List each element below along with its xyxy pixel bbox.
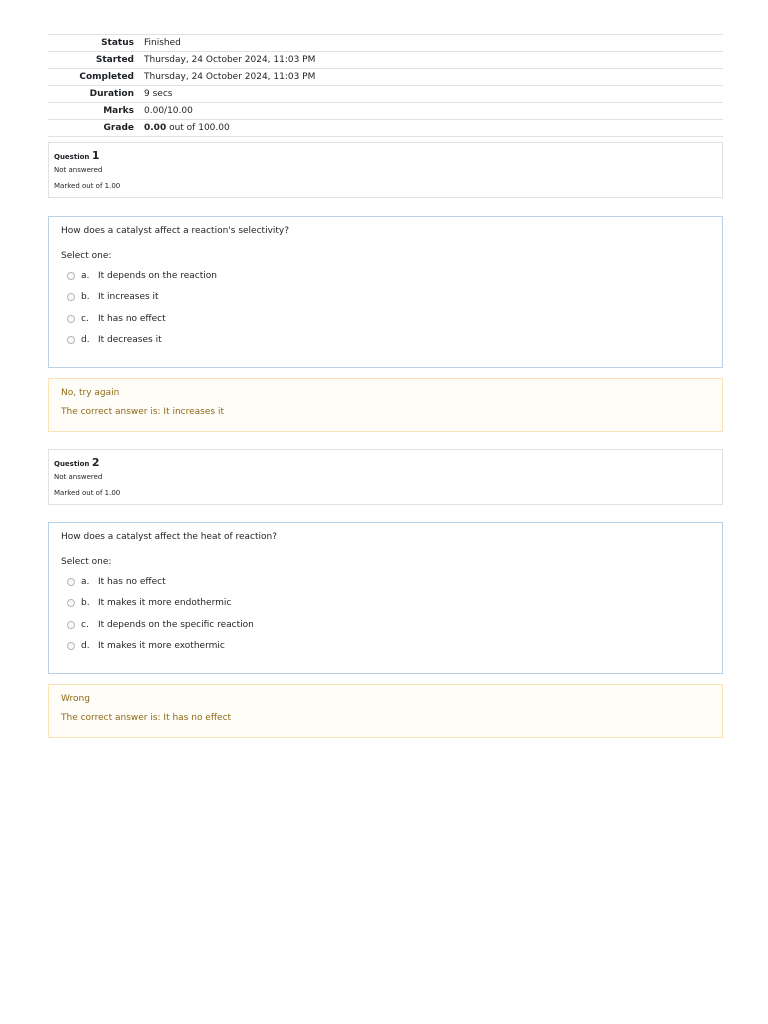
answer-option-d[interactable]	[61, 636, 710, 658]
question-state: Not answered	[54, 473, 103, 481]
radio-button[interactable]	[67, 621, 75, 629]
answer-option-c[interactable]	[61, 614, 710, 636]
question-1-content	[48, 216, 723, 368]
select-one-prompt: Select one:	[61, 251, 112, 261]
question-grade: Marked out of 1.00	[54, 489, 121, 497]
grade-out-of: out of 100.00	[166, 123, 230, 133]
general-feedback: No, try again	[61, 388, 120, 398]
right-answer: The correct answer is: It increases it	[61, 407, 224, 417]
summary-value	[144, 123, 723, 133]
answer-letter: a.	[81, 270, 90, 281]
answer-letter: c.	[81, 619, 89, 630]
summary-value: Finished	[144, 38, 181, 48]
grade-score: 0.00	[144, 123, 167, 133]
radio-button[interactable]	[67, 336, 75, 344]
question-2-feedback	[48, 684, 723, 738]
question-2-info	[48, 449, 723, 505]
right-answer: The correct answer is: It has no effect	[61, 713, 232, 723]
answer-letter: b.	[81, 292, 90, 303]
summary-label: Status	[101, 38, 134, 48]
question-grade: Marked out of 1.00	[54, 182, 121, 190]
question-number-value: 2	[91, 456, 100, 469]
summary-value: 0.00/10.00	[144, 106, 193, 116]
question-number	[54, 456, 717, 469]
radio-button[interactable]	[67, 272, 75, 280]
summary-row-completed	[48, 68, 723, 85]
question-label: Question	[54, 153, 90, 161]
answer-text: It makes it more endothermic	[98, 598, 232, 609]
question-number-value: 1	[91, 149, 100, 162]
summary-value: Thursday, 24 October 2024, 11:03 PM	[144, 72, 316, 82]
question-2-content	[48, 522, 723, 674]
general-feedback: Wrong	[61, 694, 90, 704]
answer-list	[61, 265, 710, 351]
answer-option-a[interactable]	[61, 265, 710, 287]
answer-letter: d.	[81, 335, 90, 346]
question-1-info	[48, 142, 723, 198]
radio-button[interactable]	[67, 642, 75, 650]
answer-text: It depends on the specific reaction	[98, 619, 254, 630]
answer-letter: d.	[81, 641, 90, 652]
question-label: Question	[54, 460, 90, 468]
question-text: How does a catalyst affect the heat of reaction?	[61, 532, 278, 542]
answer-text: It depends on the reaction	[98, 270, 217, 281]
answer-letter: b.	[81, 598, 90, 609]
summary-label: Started	[95, 55, 134, 65]
answer-option-a[interactable]	[61, 571, 710, 593]
answer-option-b[interactable]	[61, 287, 710, 309]
answer-text: It decreases it	[98, 335, 162, 346]
summary-label: Marks	[103, 106, 134, 116]
question-text: How does a catalyst affect a reaction's selectivity?	[61, 226, 290, 236]
answer-text: It has no effect	[98, 313, 166, 324]
summary-row-started	[48, 51, 723, 68]
answer-list	[61, 571, 710, 657]
attempt-summary-table	[48, 34, 723, 137]
answer-text: It makes it more exothermic	[98, 641, 225, 652]
answer-option-b[interactable]	[61, 593, 710, 615]
radio-button[interactable]	[67, 293, 75, 301]
question-1-feedback	[48, 378, 723, 432]
summary-value: 9 secs	[144, 89, 173, 99]
answer-text: It increases it	[98, 292, 159, 303]
answer-text: It has no effect	[98, 576, 166, 587]
summary-row-duration	[48, 85, 723, 102]
answer-option-d[interactable]	[61, 330, 710, 352]
summary-row-status	[48, 34, 723, 51]
radio-button[interactable]	[67, 315, 75, 323]
question-state: Not answered	[54, 166, 103, 174]
select-one-prompt: Select one:	[61, 557, 112, 567]
answer-letter: a.	[81, 576, 90, 587]
radio-button[interactable]	[67, 599, 75, 607]
answer-letter: c.	[81, 313, 89, 324]
answer-option-c[interactable]	[61, 308, 710, 330]
summary-label: Duration	[89, 89, 134, 99]
summary-row-grade	[48, 119, 723, 137]
summary-label: Completed	[79, 72, 134, 82]
summary-value: Thursday, 24 October 2024, 11:03 PM	[144, 55, 316, 65]
summary-row-marks	[48, 102, 723, 119]
radio-button[interactable]	[67, 578, 75, 586]
summary-label: Grade	[103, 123, 134, 133]
question-number	[54, 149, 717, 162]
